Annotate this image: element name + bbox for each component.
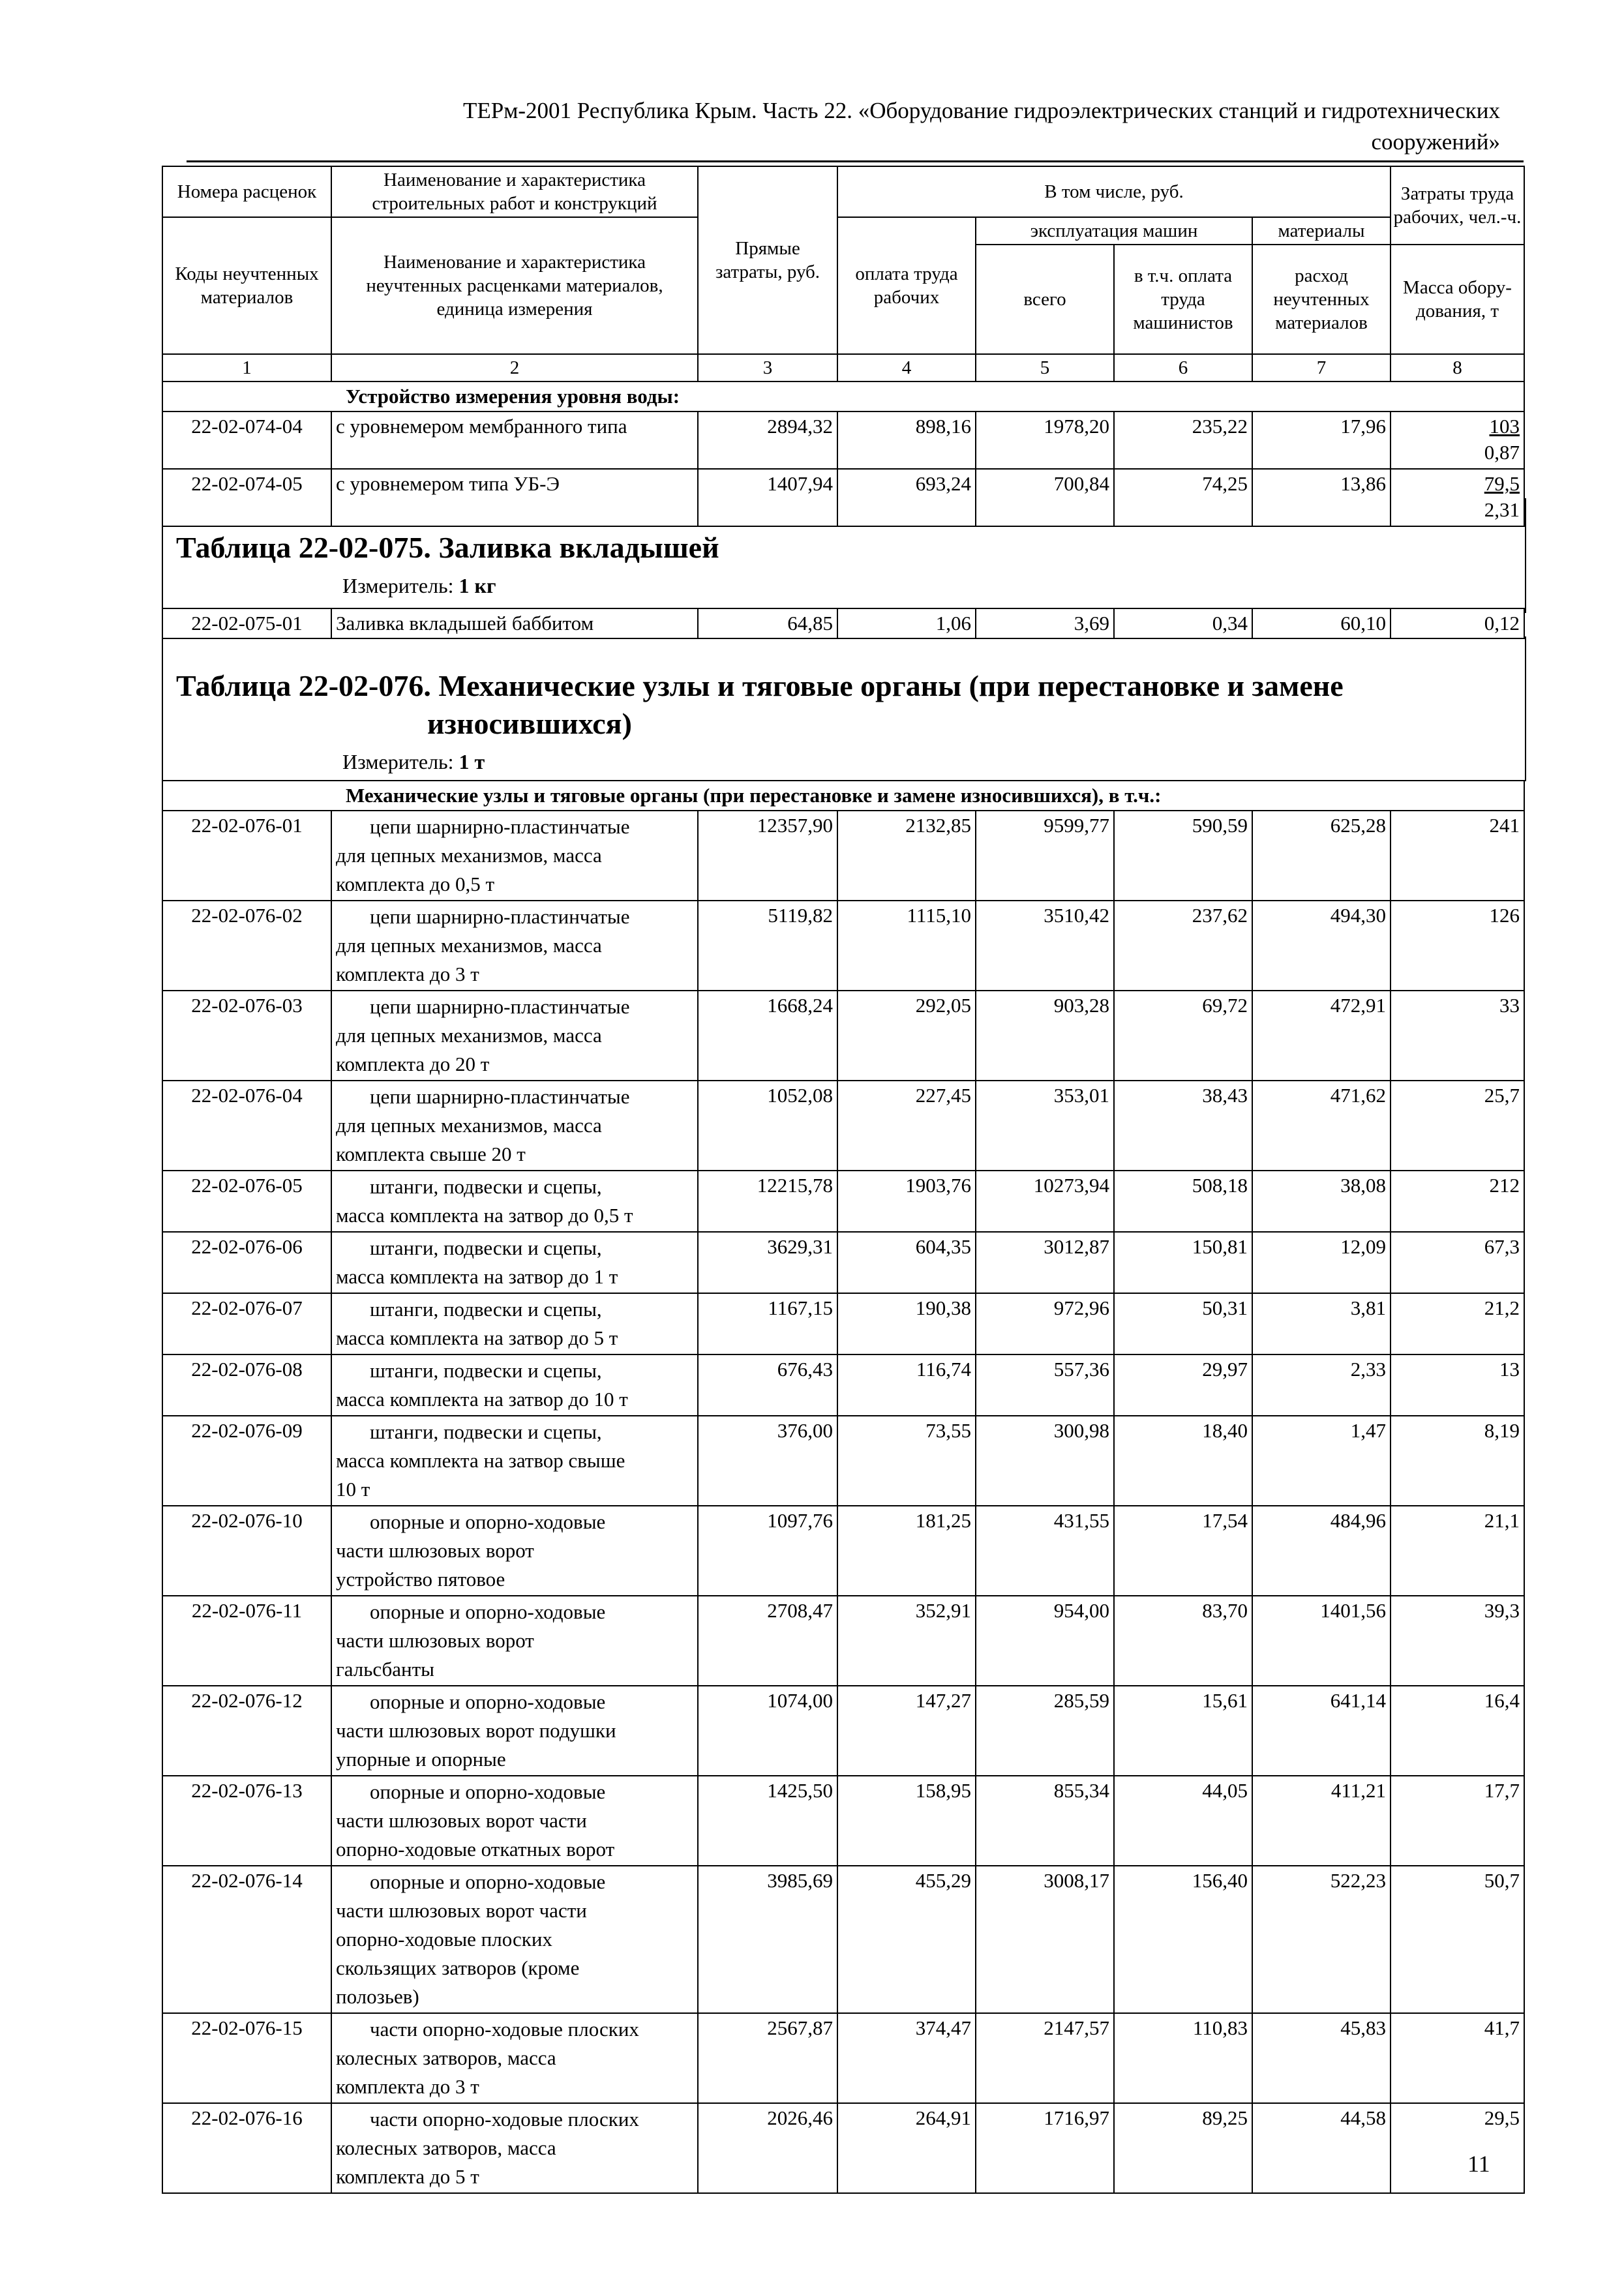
machinist-cost: 508,18 bbox=[1114, 1171, 1252, 1232]
machine-cost: 1716,97 bbox=[976, 2103, 1114, 2193]
machines-header: эксплуатация машин bbox=[976, 217, 1252, 245]
labor-cost: 604,35 bbox=[837, 1232, 976, 1293]
labor-hours: 25,7 bbox=[1391, 1081, 1524, 1171]
rate-name-line: масса комплекта на затвор до 5 т bbox=[336, 1326, 618, 1349]
labor-cost: 455,29 bbox=[837, 1866, 976, 2013]
header-rule bbox=[187, 160, 1524, 162]
col1-header-bottom: Коды неучтенных материалов bbox=[162, 217, 331, 354]
labor-cost: 116,74 bbox=[837, 1354, 976, 1416]
rate-code: 22-02-076-03 bbox=[162, 991, 331, 1081]
table-row bbox=[162, 1506, 1524, 1596]
rate-name-line: части шлюзовых ворот bbox=[336, 1629, 534, 1652]
table-076-title-line1: Таблица 22-02-076. Механические узлы и тяговые органы (при перестановке и замене bbox=[176, 669, 1344, 702]
machine-cost: 431,55 bbox=[976, 1506, 1114, 1596]
machinist-cost: 74,25 bbox=[1114, 469, 1252, 526]
rate-code: 22-02-076-06 bbox=[162, 1232, 331, 1293]
direct-cost: 2708,47 bbox=[698, 1596, 837, 1686]
rate-code: 22-02-076-16 bbox=[162, 2103, 331, 2193]
direct-cost: 3985,69 bbox=[698, 1866, 837, 2013]
materials-cost: 3,81 bbox=[1252, 1293, 1391, 1354]
labor-cost: 1,06 bbox=[837, 608, 976, 638]
machine-cost: 3012,87 bbox=[976, 1232, 1114, 1293]
direct-cost: 676,43 bbox=[698, 1354, 837, 1416]
rate-name: с уровнемером мембранного типа bbox=[331, 411, 698, 469]
materials-cost: 484,96 bbox=[1252, 1506, 1391, 1596]
machinist-cost: 89,25 bbox=[1114, 2103, 1252, 2193]
rate-name-line: штанги, подвески и сцепы, bbox=[370, 1175, 602, 1198]
rate-name-line: для цепных механизмов, масса bbox=[336, 1024, 602, 1047]
labor-hours: 126 bbox=[1391, 901, 1524, 991]
machine-cost: 353,01 bbox=[976, 1081, 1114, 1171]
labor-hours: 241 bbox=[1391, 811, 1524, 901]
rate-code: 22-02-076-14 bbox=[162, 1866, 331, 2013]
rate-name: с уровнемером типа УБ-Э bbox=[331, 469, 698, 526]
labor-hours: 17,7 bbox=[1391, 1776, 1524, 1866]
labor-cost: 73,55 bbox=[837, 1416, 976, 1506]
table-076-title-line2: износившихся) bbox=[427, 707, 632, 740]
materials-cost: 60,10 bbox=[1252, 608, 1391, 638]
rate-name-line: штанги, подвески и сцепы, bbox=[370, 1298, 602, 1321]
rate-name bbox=[331, 811, 698, 901]
col-number: 5 bbox=[976, 354, 1114, 382]
table-row bbox=[162, 1416, 1524, 1506]
materials-cost: 2,33 bbox=[1252, 1354, 1391, 1416]
rate-name-line: штанги, подвески и сцепы, bbox=[370, 1236, 602, 1259]
col-number: 3 bbox=[698, 354, 837, 382]
rate-name-line: опорно-ходовые откатных ворот bbox=[336, 1838, 615, 1861]
rate-name-line: комплекта до 3 т bbox=[336, 963, 479, 985]
table-row bbox=[162, 991, 1524, 1081]
machine-cost: 954,00 bbox=[976, 1596, 1114, 1686]
materials-cost: 522,23 bbox=[1252, 1866, 1391, 2013]
rate-name bbox=[331, 1776, 698, 1866]
machine-cost: 700,84 bbox=[976, 469, 1114, 526]
col2-header-top: Наименование и характеристика строительных работ и конструкций bbox=[331, 166, 698, 217]
rate-code: 22-02-074-05 bbox=[162, 469, 331, 526]
machinist-cost: 50,31 bbox=[1114, 1293, 1252, 1354]
machine-cost: 9599,77 bbox=[976, 811, 1114, 901]
direct-cost: 2026,46 bbox=[698, 2103, 837, 2193]
table-row bbox=[162, 1081, 1524, 1171]
labor-hours: 50,7 bbox=[1391, 1866, 1524, 2013]
direct-cost: 2567,87 bbox=[698, 2013, 837, 2103]
rate-name-line: масса комплекта на затвор до 10 т bbox=[336, 1388, 628, 1411]
col2-header-bottom: Наименование и характеристика неучтенных расценками материалов, единица измерения bbox=[331, 217, 698, 354]
labor-hours: 103 0,87 bbox=[1391, 411, 1524, 469]
rate-name-line: скользящих затворов (кроме bbox=[336, 1956, 580, 1979]
labor-cost: 1115,10 bbox=[837, 901, 976, 991]
direct-cost: 3629,31 bbox=[698, 1232, 837, 1293]
materials-cost: 38,08 bbox=[1252, 1171, 1391, 1232]
direct-cost: 1425,50 bbox=[698, 1776, 837, 1866]
materials-cost: 411,21 bbox=[1252, 1776, 1391, 1866]
labor-hours: 29,5 bbox=[1391, 2103, 1524, 2193]
running-header-line2: сооружений» bbox=[1371, 129, 1500, 155]
labor-cost: 352,91 bbox=[837, 1596, 976, 1686]
table-row bbox=[162, 901, 1524, 991]
materials-cost: 12,09 bbox=[1252, 1232, 1391, 1293]
table-075 bbox=[162, 608, 1525, 639]
direct-cost: 1074,00 bbox=[698, 1686, 837, 1776]
rate-name-line: для цепных механизмов, масса bbox=[336, 1114, 602, 1137]
table-row bbox=[162, 811, 1524, 901]
table-row bbox=[162, 411, 1524, 469]
rate-code: 22-02-076-02 bbox=[162, 901, 331, 991]
rate-name-line: опорные и опорно-ходовые bbox=[370, 1870, 606, 1893]
rate-name-line: масса комплекта на затвор до 0,5 т bbox=[336, 1204, 633, 1227]
materials-cost: 641,14 bbox=[1252, 1686, 1391, 1776]
labor-cost: 158,95 bbox=[837, 1776, 976, 1866]
machinist-cost: 235,22 bbox=[1114, 411, 1252, 469]
rate-name-line: масса комплекта на затвор до 1 т bbox=[336, 1265, 618, 1288]
table-075-measure: Измеритель: 1 кг bbox=[342, 574, 496, 597]
machinist-cost: 15,61 bbox=[1114, 1686, 1252, 1776]
col-number: 8 bbox=[1391, 354, 1524, 382]
direct-cost: 1167,15 bbox=[698, 1293, 837, 1354]
rate-name-line: полозьев) bbox=[336, 1985, 419, 2008]
machinist-cost: 83,70 bbox=[1114, 1596, 1252, 1686]
labor-cost: 1903,76 bbox=[837, 1171, 976, 1232]
materials-cost: 494,30 bbox=[1252, 901, 1391, 991]
materials-header: материалы bbox=[1252, 217, 1391, 245]
rate-code: 22-02-076-05 bbox=[162, 1171, 331, 1232]
rate-code: 22-02-076-12 bbox=[162, 1686, 331, 1776]
table-row bbox=[162, 1354, 1524, 1416]
labor-cost: 264,91 bbox=[837, 2103, 976, 2193]
rate-name-line: упорные и опорные bbox=[336, 1748, 506, 1771]
rate-name-line: опорные и опорно-ходовые bbox=[370, 1600, 606, 1623]
col-number: 2 bbox=[331, 354, 698, 382]
table-row bbox=[162, 1232, 1524, 1293]
labor-hours: 67,3 bbox=[1391, 1232, 1524, 1293]
machinist-cost: 110,83 bbox=[1114, 2013, 1252, 2103]
rate-name bbox=[331, 1866, 698, 2013]
machinist-cost: 590,59 bbox=[1114, 811, 1252, 901]
materials-cost: 45,83 bbox=[1252, 2013, 1391, 2103]
rate-name-line: для цепных механизмов, масса bbox=[336, 934, 602, 957]
rate-code: 22-02-075-01 bbox=[162, 608, 331, 638]
rate-name-line: части шлюзовых ворот части bbox=[336, 1899, 587, 1922]
table-076-measure: Измеритель: 1 т bbox=[342, 750, 485, 773]
rate-name-line: для цепных механизмов, масса bbox=[336, 844, 602, 867]
price-table-header bbox=[162, 166, 1525, 527]
labor-cost: 374,47 bbox=[837, 2013, 976, 2103]
section-title: Устройство измерения уровня воды: bbox=[162, 382, 1524, 411]
materials-cost: 17,96 bbox=[1252, 411, 1391, 469]
direct-cost: 2894,32 bbox=[698, 411, 837, 469]
labor-hours: 21,1 bbox=[1391, 1506, 1524, 1596]
table-row bbox=[162, 2013, 1524, 2103]
col-number: 4 bbox=[837, 354, 976, 382]
rate-name bbox=[331, 2013, 698, 2103]
labor-cost: 693,24 bbox=[837, 469, 976, 526]
machinist-cost: 156,40 bbox=[1114, 1866, 1252, 2013]
labor-cost: 181,25 bbox=[837, 1506, 976, 1596]
labor-cost: 147,27 bbox=[837, 1686, 976, 1776]
materials-cost: 625,28 bbox=[1252, 811, 1391, 901]
col-number: 6 bbox=[1114, 354, 1252, 382]
direct-cost: 376,00 bbox=[698, 1416, 837, 1506]
labor-hours: 13 bbox=[1391, 1354, 1524, 1416]
table-row bbox=[162, 1686, 1524, 1776]
col6-header: в т.ч. оплата труда машинистов bbox=[1114, 245, 1252, 354]
running-header-line1: ТЕРм-2001 Республика Крым. Часть 22. «Оборудование гидроэлектрических станций и гидротехнических bbox=[462, 98, 1500, 123]
rate-name bbox=[331, 1171, 698, 1232]
machine-cost: 10273,94 bbox=[976, 1171, 1114, 1232]
table-076 bbox=[162, 780, 1525, 2194]
direct-cost: 1407,94 bbox=[698, 469, 837, 526]
rate-name bbox=[331, 1416, 698, 1506]
machine-cost: 972,96 bbox=[976, 1293, 1114, 1354]
rate-code: 22-02-076-09 bbox=[162, 1416, 331, 1506]
materials-cost: 471,62 bbox=[1252, 1081, 1391, 1171]
table-row bbox=[162, 2103, 1524, 2193]
rate-name bbox=[331, 1232, 698, 1293]
col5-header: всего bbox=[976, 245, 1114, 354]
machine-cost: 903,28 bbox=[976, 991, 1114, 1081]
rate-code: 22-02-076-04 bbox=[162, 1081, 331, 1171]
machinist-cost: 44,05 bbox=[1114, 1776, 1252, 1866]
rate-name bbox=[331, 1686, 698, 1776]
labor-hours: 39,3 bbox=[1391, 1596, 1524, 1686]
rate-name: Заливка вкладышей баббитом bbox=[331, 608, 698, 638]
labor-hours: 16,4 bbox=[1391, 1686, 1524, 1776]
rate-name-line: штанги, подвески и сцепы, bbox=[370, 1420, 602, 1443]
rate-name bbox=[331, 1354, 698, 1416]
machine-cost: 2147,57 bbox=[976, 2013, 1114, 2103]
machinist-cost: 0,34 bbox=[1114, 608, 1252, 638]
labor-hours: 79,5 2,31 bbox=[1391, 469, 1524, 526]
rate-name-line: комплекта свыше 20 т bbox=[336, 1143, 526, 1165]
machinist-cost: 69,72 bbox=[1114, 991, 1252, 1081]
col-number: 7 bbox=[1252, 354, 1391, 382]
rate-name-line: колесных затворов, масса bbox=[336, 2046, 556, 2069]
rate-name-line: части шлюзовых ворот части bbox=[336, 1809, 587, 1832]
col8-header-top: Затраты труда рабочих, чел.-ч. bbox=[1391, 166, 1524, 245]
rate-name-line: гальсбанты bbox=[336, 1658, 434, 1681]
rate-name-line: колесных затворов, масса bbox=[336, 2136, 556, 2159]
machine-cost: 3510,42 bbox=[976, 901, 1114, 991]
rate-code: 22-02-076-11 bbox=[162, 1596, 331, 1686]
rate-code: 22-02-076-08 bbox=[162, 1354, 331, 1416]
rate-name bbox=[331, 1506, 698, 1596]
direct-cost: 5119,82 bbox=[698, 901, 837, 991]
rate-name-line: опорные и опорно-ходовые bbox=[370, 1780, 606, 1803]
rate-name-line: части шлюзовых ворот bbox=[336, 1539, 534, 1562]
rate-name bbox=[331, 991, 698, 1081]
machinist-cost: 38,43 bbox=[1114, 1081, 1252, 1171]
rate-name-line: опорные и опорно-ходовые bbox=[370, 1510, 606, 1533]
materials-cost: 1401,56 bbox=[1252, 1596, 1391, 1686]
machine-cost: 557,36 bbox=[976, 1354, 1114, 1416]
labor-cost: 292,05 bbox=[837, 991, 976, 1081]
labor-cost: 898,16 bbox=[837, 411, 976, 469]
machine-cost: 3,69 bbox=[976, 608, 1114, 638]
table-row bbox=[162, 1293, 1524, 1354]
rate-name-line: цепи шарнирно-пластинчатые bbox=[370, 1085, 630, 1108]
table-row bbox=[162, 1171, 1524, 1232]
rate-name-line: комплекта до 5 т bbox=[336, 2165, 479, 2188]
direct-cost: 1052,08 bbox=[698, 1081, 837, 1171]
rate-code: 22-02-076-13 bbox=[162, 1776, 331, 1866]
labor-hours: 212 bbox=[1391, 1171, 1524, 1232]
labor-hours: 21,2 bbox=[1391, 1293, 1524, 1354]
rate-code: 22-02-076-07 bbox=[162, 1293, 331, 1354]
rate-code: 22-02-076-01 bbox=[162, 811, 331, 901]
machine-cost: 1978,20 bbox=[976, 411, 1114, 469]
table-row bbox=[162, 1866, 1524, 2013]
table-075-title: Таблица 22-02-075. Заливка вкладышей bbox=[176, 531, 719, 564]
rate-name-line: комплекта до 0,5 т bbox=[336, 873, 494, 895]
table-row bbox=[162, 1596, 1524, 1686]
machine-cost: 300,98 bbox=[976, 1416, 1114, 1506]
direct-cost: 1097,76 bbox=[698, 1506, 837, 1596]
machinist-cost: 17,54 bbox=[1114, 1506, 1252, 1596]
direct-cost: 12215,78 bbox=[698, 1171, 837, 1232]
labor-hours: 41,7 bbox=[1391, 2013, 1524, 2103]
col8-header-bottom: Масса обору-дования, т bbox=[1391, 245, 1524, 354]
rate-name-line: масса комплекта на затвор свыше bbox=[336, 1449, 625, 1472]
rate-name-line: части опорно-ходовые плоских bbox=[370, 2018, 639, 2041]
rate-name-line: опорные и опорно-ходовые bbox=[370, 1690, 606, 1713]
rate-name bbox=[331, 1293, 698, 1354]
table-row bbox=[162, 608, 1524, 638]
direct-cost: 1668,24 bbox=[698, 991, 837, 1081]
rate-code: 22-02-074-04 bbox=[162, 411, 331, 469]
section-title: Механические узлы и тяговые органы (при перестановке и замене износившихся), в т.ч.: bbox=[162, 781, 1524, 811]
labor-cost: 2132,85 bbox=[837, 811, 976, 901]
machinist-cost: 29,97 bbox=[1114, 1354, 1252, 1416]
labor-cost: 227,45 bbox=[837, 1081, 976, 1171]
machinist-cost: 18,40 bbox=[1114, 1416, 1252, 1506]
rate-name-line: комплекта до 3 т bbox=[336, 2075, 479, 2098]
rate-code: 22-02-076-10 bbox=[162, 1506, 331, 1596]
labor-hours: 33 bbox=[1391, 991, 1524, 1081]
rate-name-line: опорно-ходовые плоских bbox=[336, 1928, 552, 1951]
machinist-cost: 150,81 bbox=[1114, 1232, 1252, 1293]
labor-cost: 190,38 bbox=[837, 1293, 976, 1354]
rate-name-line: 10 т bbox=[336, 1478, 370, 1501]
rate-name-line: устройство пятовое bbox=[336, 1568, 505, 1591]
col7-header: расход неучтенных материалов bbox=[1252, 245, 1391, 354]
table-row bbox=[162, 1776, 1524, 1866]
group-header: В том числе, руб. bbox=[837, 166, 1391, 217]
page-number: 11 bbox=[1467, 2151, 1490, 2177]
materials-cost: 1,47 bbox=[1252, 1416, 1391, 1506]
machinist-cost: 237,62 bbox=[1114, 901, 1252, 991]
col4-header: оплата труда рабочих bbox=[837, 217, 976, 354]
materials-cost: 44,58 bbox=[1252, 2103, 1391, 2193]
machine-cost: 3008,17 bbox=[976, 1866, 1114, 2013]
rate-name-line: части шлюзовых ворот подушки bbox=[336, 1719, 616, 1742]
rate-name bbox=[331, 2103, 698, 2193]
rate-name bbox=[331, 1596, 698, 1686]
rate-name-line: части опорно-ходовые плоских bbox=[370, 2108, 639, 2131]
rate-name-line: комплекта до 20 т bbox=[336, 1053, 490, 1075]
col-number: 1 bbox=[162, 354, 331, 382]
rate-name-line: цепи шарнирно-пластинчатые bbox=[370, 815, 630, 838]
labor-hours: 8,19 bbox=[1391, 1416, 1524, 1506]
rate-code: 22-02-076-15 bbox=[162, 2013, 331, 2103]
machine-cost: 855,34 bbox=[976, 1776, 1114, 1866]
rate-name bbox=[331, 901, 698, 991]
machine-cost: 285,59 bbox=[976, 1686, 1114, 1776]
col3-header: Прямые затраты, руб. bbox=[698, 166, 837, 354]
materials-cost: 472,91 bbox=[1252, 991, 1391, 1081]
materials-cost: 13,86 bbox=[1252, 469, 1391, 526]
direct-cost: 12357,90 bbox=[698, 811, 837, 901]
rate-name-line: цепи шарнирно-пластинчатые bbox=[370, 995, 630, 1018]
rate-name-line: цепи шарнирно-пластинчатые bbox=[370, 905, 630, 928]
col1-header-top: Номера расценок bbox=[162, 166, 331, 217]
rate-name-line: штанги, подвески и сцепы, bbox=[370, 1359, 602, 1382]
labor-hours: 0,12 bbox=[1391, 608, 1524, 638]
rate-name bbox=[331, 1081, 698, 1171]
direct-cost: 64,85 bbox=[698, 608, 837, 638]
